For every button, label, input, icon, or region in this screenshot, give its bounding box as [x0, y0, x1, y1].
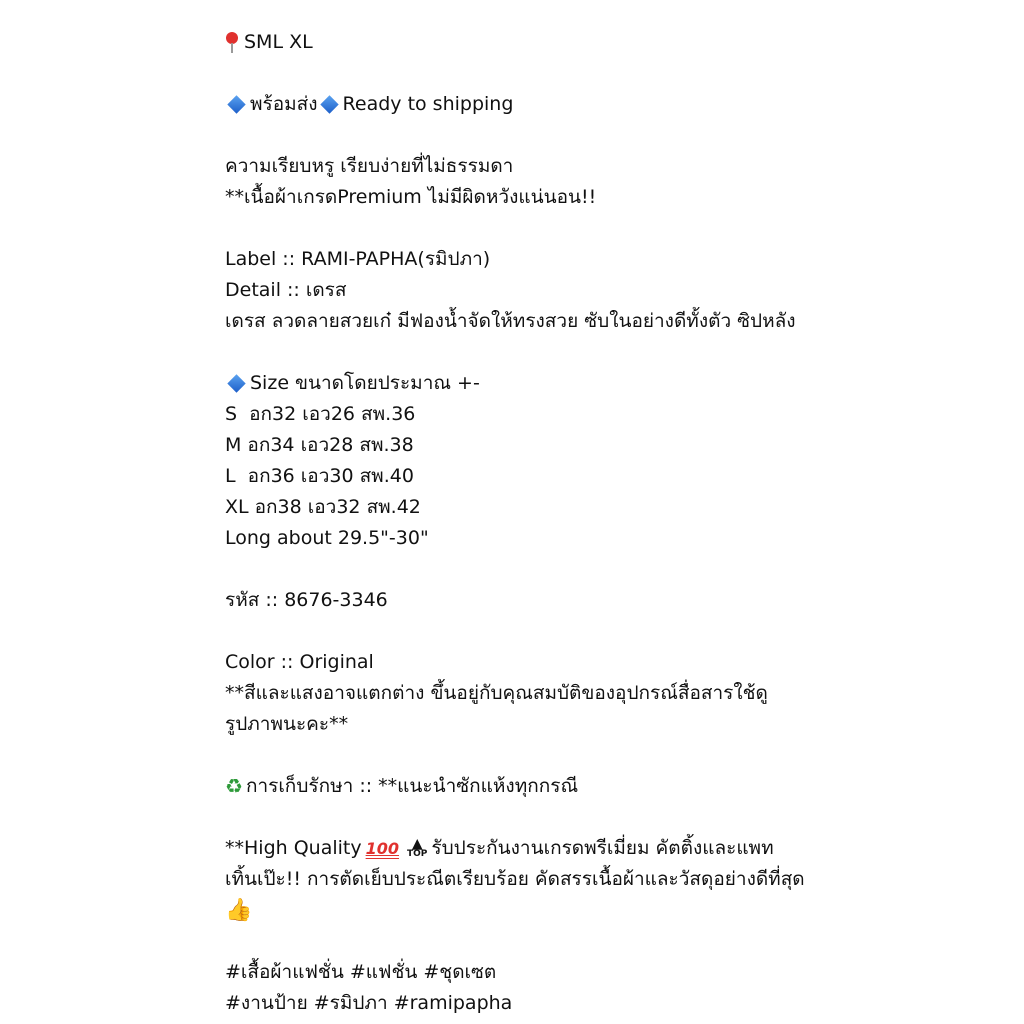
- hashtags: #งานป้าย #รมิปภา #ramipapha: [225, 992, 513, 1014]
- small-blue-diamond-icon: [227, 374, 245, 392]
- tagline: ความเรียบหรู เรียบง่ายที่ไม่ธรรมดา: [225, 155, 514, 177]
- label-line: Label :: RAMI-PAPHA(รมิปภา): [225, 248, 491, 270]
- length-row: Long about 29.5"-30": [225, 527, 429, 549]
- thumb-line: [225, 895, 825, 926]
- color-note: **สีและแสงอาจแตกต่าง ขึ้นอยู่กับคุณสมบัติของอุปกรณ์สื่อสารใช้ดู: [225, 682, 768, 704]
- description-line: เดรส ลวดลายสวยเก๋ มีฟองน้ำจัดให้ทรงสวย ซับในอย่างดีทั้งตัว ซิปหลัง: [225, 310, 796, 332]
- size-row: XL อก38 เอว32 สพ.42: [225, 496, 421, 518]
- recycle-icon: ♻: [225, 774, 243, 798]
- size-row: L อก36 เอว30 สพ.40: [225, 465, 414, 487]
- sizes-text: SML XL: [244, 31, 313, 53]
- sizes-line: [225, 27, 825, 58]
- ready-en-text: Ready to shipping: [342, 93, 514, 115]
- post-body: [225, 27, 825, 1019]
- ready-line: [225, 89, 825, 120]
- fabric-line: **เนื้อผ้าเกรดPremium ไม่มีผิดหวังแน่นอน!!: [225, 186, 597, 208]
- top-arrow-icon: ▲ TOP: [407, 836, 428, 859]
- size-heading-text: Size ขนาดโดยประมาณ +-: [250, 372, 480, 394]
- hundred-points-icon: 100: [365, 839, 400, 858]
- code-line: รหัส :: 8676-3346: [225, 589, 388, 611]
- quality-line-2: เทิ้นเป๊ะ!! การตัดเย็บประณีตเรียบร้อย คัดสรรเนื้อผ้าและวัสดุอย่างดีที่สุด: [225, 868, 805, 890]
- quality-rest: รับประกันงานเกรดพรีเมี่ยม คัตติ้งและแพท: [431, 837, 774, 859]
- round-pushpin-icon: [225, 32, 239, 54]
- detail-line: Detail :: เดรส: [225, 279, 347, 301]
- color-line: Color :: Original: [225, 651, 374, 673]
- quality-prefix: **High Quality: [225, 837, 362, 859]
- care-text: การเก็บรักษา :: **แนะนำซักแห้งทุกกรณี: [245, 775, 579, 797]
- care-line: [225, 771, 825, 802]
- size-row: M อก34 เอว28 สพ.38: [225, 434, 414, 456]
- small-blue-diamond-icon: [320, 95, 338, 113]
- ready-th-text: พร้อมส่ง: [250, 93, 318, 115]
- small-blue-diamond-icon: [227, 95, 245, 113]
- size-row: S อก32 เอว26 สพ.36: [225, 403, 416, 425]
- hashtags: #เสื้อผ้าแฟชั่น #แฟชั่น #ชุดเซต: [225, 961, 497, 983]
- color-note: รูปภาพนะคะ**: [225, 713, 349, 735]
- size-heading: [225, 368, 825, 399]
- thumbs-up-icon: 👍: [225, 898, 253, 923]
- quality-line: [225, 833, 825, 864]
